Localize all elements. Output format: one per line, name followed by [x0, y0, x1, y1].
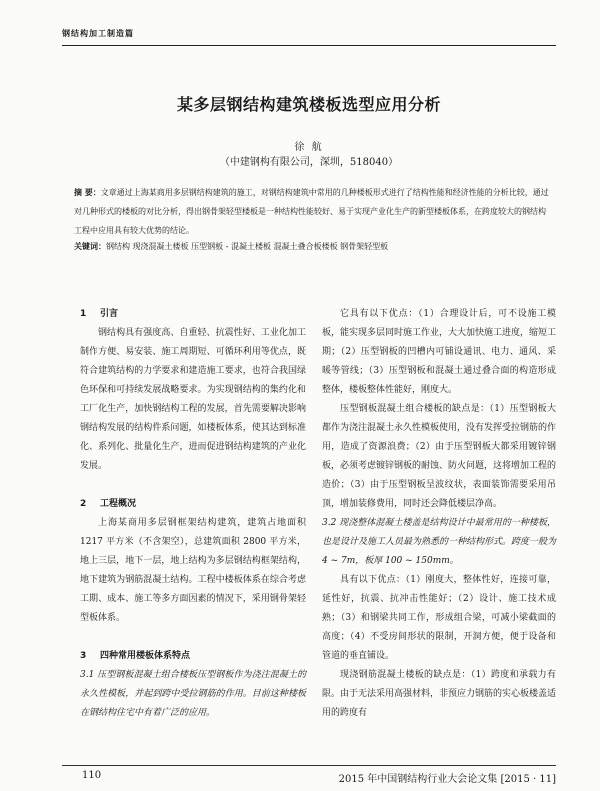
- section-title-2: 工程概况: [100, 499, 137, 509]
- cast-in-place-disadvantages: 现浇钢筋混凝土楼板的缺点是：（1）跨度和承载力有限。由于无法采用高强材料，非预应力钢筋的实心板楼盖适用的跨度有: [322, 670, 557, 718]
- keywords-label: 关键词：: [74, 242, 106, 251]
- keywords-text: 钢结构 现浇混凝土楼板 压型钢板 - 混凝土楼板 混凝土叠合板楼板 钢骨架轻型板: [106, 242, 389, 251]
- section-heading-2: [80, 495, 306, 514]
- section-title-1: 引言: [100, 309, 119, 319]
- journal-footer: 2015 年中国钢结构行业大会论文集 [2015 · 11]: [338, 774, 556, 785]
- disadvantages-paragraph: 压型钢板混凝土组合楼板的缺点是：（1）压型钢板大都作为浇注混凝土永久性模板使用，没有发挥受拉钢筋的作用，造成了资源浪费；（2）由于压型钢板大都采用镀锌钢板，必须考虑镀锌钢板的耐蚀、防火问题，这将增加工程的造价；（3）由于压型钢板呈波纹状，表面装饰需要采用吊顶，增加装修费用，同时还会降低楼层净高。: [322, 404, 557, 509]
- section-number-2: 2: [80, 499, 87, 509]
- section-number-3: 3: [80, 651, 87, 661]
- overview-paragraph: 上海某商用多层钢框架结构建筑，建筑占地面积 1217 平方米（不含架空），总建筑面积 2800 平方米，地上三层，地下一层，地上结构为多层钢结构框架结构，地下建筑为钢筋混凝土结构。工程中楼板体系在综合考虑工期、成本、施工等多方面因素的情况下，采用钢骨架轻型板体系。: [80, 518, 306, 623]
- abstract-text: 文章通过上海某商用多层钢结构建筑的施工，对钢结构建筑中常用的几种楼板形式进行了结构性能和经济性能的分析比较，通过对几种形式的楼板的对比分析，得出钢骨架轻型楼板是一种结构性能较好、易于实现产业化生产的新型楼板体系，在跨度较大的钢结构工程中应用具有较大优势的结论。: [74, 188, 549, 235]
- running-header: 钢结构加工制造篇: [62, 29, 134, 38]
- keywords: [74, 240, 552, 254]
- section-heading-1: [80, 305, 306, 324]
- left-column: [80, 305, 306, 723]
- section-heading-3: [80, 647, 306, 666]
- abstract: [74, 183, 552, 240]
- intro-paragraph: 钢结构具有强度高、自重轻、抗震性好、工业化加工制作方便、易安装、施工周期短、可循环利用等优点，既符合建筑结构的力学要求和建造施工要求，也符合我国绿色环保和可持续发展战略要求。为实现钢结构的集约化和工厂化生产，加快钢结构工程的发展，首先需要解决影响钢结构发展的结构件系问题，如楼板体系，使其达到标准化、系列化、批量化生产，进而促进钢结构建筑的产业化发展。: [80, 328, 306, 471]
- section-title-3: 四种常用楼板体系特点: [100, 651, 191, 661]
- cast-in-place-advantages: 具有以下优点：（1）刚度大，整体性好，连接可靠，延性好，抗震、抗冲击性能好；（2）设计、施工技术成熟；（3）和钢梁共同工作，形成组合梁，可减小梁截面的高度；（4）不受房间形状的限制，开洞方便，便于设备和管道的垂直铺设。: [322, 575, 556, 661]
- subsection-3-1: 3.1 压型钢板混凝土组合楼板压型钢板作为浇注混凝土的永久性模板，并起到跨中受拉钢筋的作用。目前这种楼板在钢结构住宅中有着广泛的应用。: [80, 670, 306, 718]
- header-rule: [62, 45, 556, 46]
- abstract-label: 摘 要：: [74, 188, 101, 197]
- section-number-1: 1: [80, 309, 87, 319]
- paper-title: 某多层钢结构建筑楼板选型应用分析: [176, 95, 441, 114]
- author: 徐 航: [294, 142, 324, 153]
- right-column: [322, 305, 556, 723]
- subsection-3-2: 3.2 现浇整体混凝土楼盖是结构设计中最常用的一种楼板，也是设计及施工人员最为熟悉的一种结构形式。跨度一般为 4 ~ 7m，板厚 100 ~ 150mm。: [322, 518, 557, 566]
- footer-rule: [62, 765, 556, 766]
- page-number: 110: [82, 770, 102, 781]
- advantages-paragraph: 它具有以下优点：（1）合理设计后，可不设施工模板，能实现多层同时施工作业，大大加快施工进度，缩短工期；（2）压型钢板的凹槽内可铺设通讯、电力、通风、采暖等管线；（3）压型钢板和混凝土通过叠合面的构造形成整体，楼板整体性能好，刚度大。: [322, 309, 557, 395]
- affiliation: （中建钢构有限公司，深圳，518040）: [219, 157, 399, 168]
